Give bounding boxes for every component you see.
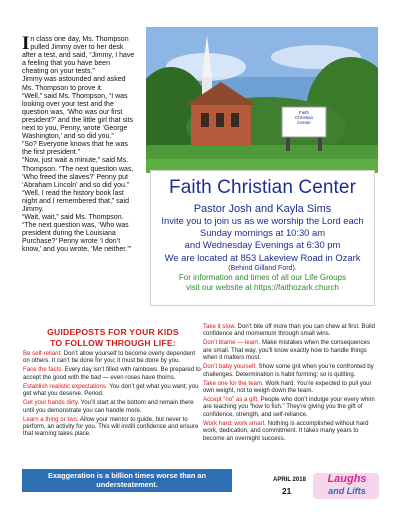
drop-cap: I bbox=[22, 33, 30, 54]
guidepost-item: Face the facts. Every day isn’t filled with rainbows. Be prepared to accept the good with the bad — even roses have thorns. bbox=[23, 366, 201, 381]
guidepost-item: Accept “no” as a gift. People who don’t indulge your every whim are teaching you “how to fish.” They’re giving you the gift of confidence, strength, and self-reliance. bbox=[203, 396, 375, 418]
issue-date: APRIL 2018 bbox=[273, 477, 306, 483]
ad-invite: Invite you to join us as we worship the Lord each bbox=[161, 215, 364, 226]
church-photo bbox=[146, 27, 378, 173]
guideposts-left-column bbox=[23, 350, 201, 439]
guideposts-title: GUIDEPOSTS FOR YOUR KIDS TO FOLLOW THROUGH LIFE: bbox=[47, 327, 179, 348]
church-illustration bbox=[146, 27, 378, 173]
page-number: 21 bbox=[282, 486, 292, 496]
story-paragraph-3: “Well,” said Ms. Thompson, “I was looking over your test and the question was, ‘Who was our first president?’ and the little girl that sits next to you, Penny, wrote ‘George Washington,’ and so did you.” bbox=[22, 92, 134, 141]
guidepost-item: Take it slow. Don’t bite off more than you can chew at first. Build confidence and momentum through small wins. bbox=[203, 323, 375, 338]
story-paragraph-2: Jimmy was astounded and asked Ms. Thompson to prove it. bbox=[22, 76, 126, 92]
guidepost-item: Work hard; work smart. Nothing is accomplished without hard work, dedication, and commitment. It takes many years to become an overnight success. bbox=[203, 419, 369, 442]
church-sign: Faith Christian Center bbox=[294, 110, 314, 126]
guidepost-item: Learn a thing or two. Allow your mentor to guide, but never to perform, an activity for you. This will instill confidence and ensure that learning takes place. bbox=[23, 415, 199, 438]
ad-wednesday: and Wednesday Evenings at 6:30 pm bbox=[184, 239, 341, 251]
logo-word-lifts: and Lifts bbox=[328, 486, 366, 496]
ad-pastors: Pastor Josh and Kayla Sims bbox=[193, 203, 332, 215]
magazine-logo bbox=[312, 472, 380, 500]
ad-website[interactable]: visit our website at https://faithozark.church bbox=[186, 282, 339, 292]
story-paragraph-1: In class one day, Ms. Thompson pulled Jimmy over to her desk after a test, and said, “Jimmy, I have a feeling that you have been cheating on your tests.” bbox=[22, 33, 135, 76]
guidepost-item: Take one for the team. Work hard. You’re expected to pull your own weight, not to weigh down the team. bbox=[203, 379, 372, 395]
footer-quote-bar: Exaggeration is a billion times worse than an understeatement. bbox=[22, 469, 232, 492]
church-ad bbox=[150, 170, 375, 306]
story-paragraph-4: “So? Everyone knows that he was the first president.” bbox=[22, 141, 128, 157]
ad-location: We are located at 853 Lakeview Road in Ozark bbox=[164, 251, 361, 263]
joke-story bbox=[22, 33, 136, 255]
story-paragraph-7: “Wait, wait,” said Ms. Thompson. “The next question was, ‘Who was president during the Louisiana Purchase?’ Penny wrote ‘I don’t know,’ and you wrote, ‘Me neither.’” bbox=[22, 214, 132, 254]
story-paragraph-5: “Now, just wait a minute,” said Ms. Thompson. “The next question was, ‘Who freed the slaves?’ Penny put ‘Abraham Lincoln’ and so did you.” bbox=[22, 157, 134, 189]
ad-sunday: Sunday mornings at 10:30 am bbox=[199, 227, 326, 239]
guidepost-item: Get your hands dirty. You’ll start at the bottom and remain there until you demonstrate you can handle more. bbox=[23, 399, 194, 414]
story-paragraph-6: “Well, I read the history book last night and I remembered that,” said Jimmy. bbox=[22, 189, 130, 213]
guidepost-item: Don’t blame — learn. Make mistakes when the consequences are small. That way, you’ll know exactly how to handle things when it matters most. bbox=[203, 339, 370, 362]
ad-title: Faith Christian Center bbox=[169, 177, 356, 198]
guidepost-item: Don’t baby yourself. Show some grit when you’re confronted by challenges. Determination is habit forming; so is quitting. bbox=[203, 363, 374, 378]
ad-info: For information and times of all our Life Groups bbox=[178, 272, 347, 282]
guidepost-item: Establish realistic expectations. You don’t get what you want; you get what you deserve. Period. bbox=[23, 382, 199, 398]
guideposts-right-column bbox=[203, 323, 380, 444]
logo-word-laughs: Laughs bbox=[327, 473, 367, 485]
guidepost-item: Be self-reliant. Don’t allow yourself to become overly dependent on others. It can’t be done for you; it must be done by you. bbox=[23, 350, 196, 365]
ad-location-note: (Behind Gilland Ford). bbox=[228, 264, 297, 272]
